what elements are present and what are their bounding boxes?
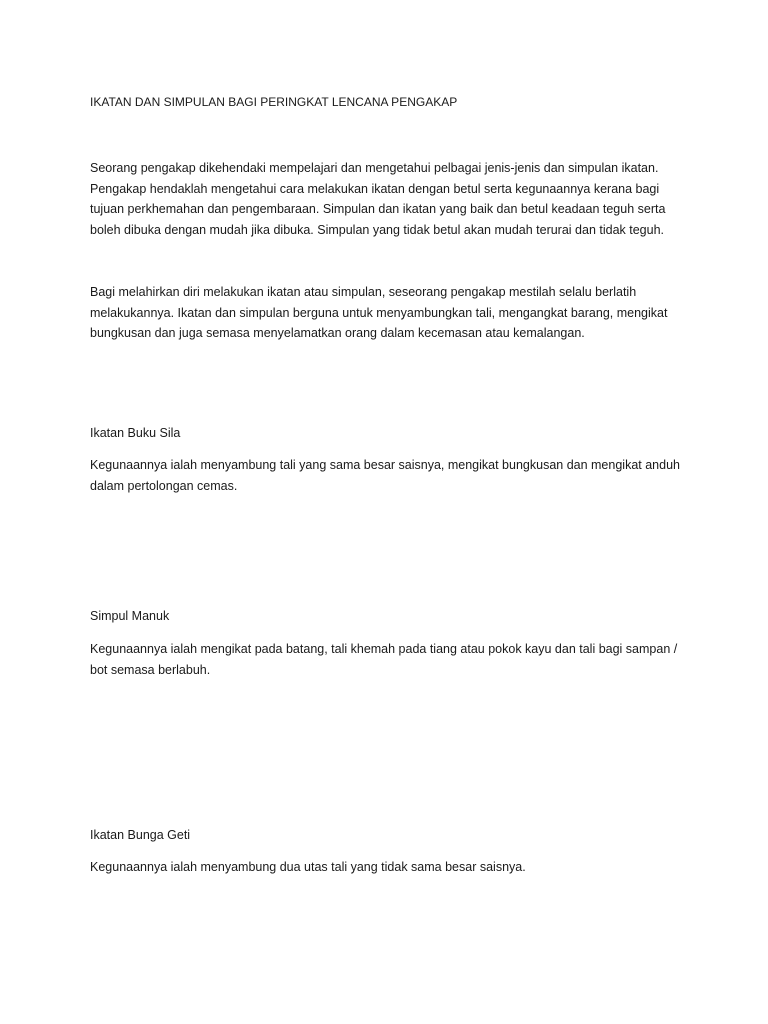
section-body-simpul-manuk: Kegunaannya ialah mengikat pada batang, tali khemah pada tiang atau pokok kayu dan tali bagi sampan / bot semasa berlabuh. (90, 642, 678, 677)
section-heading-simpul-manuk: Simpul Manuk (90, 609, 170, 623)
section-heading-ikatan-buku-sila: Ikatan Buku Sila (90, 426, 181, 440)
section-heading-ikatan-bunga-geti: Ikatan Bunga Geti (90, 828, 191, 842)
intro-paragraph-1: Seorang pengakap dikehendaki mempelajari dan mengetahui pelbagai jenis-jenis dan simpulan ikatan. Pengakap hendaklah mengetahui cara melakukan ikatan dengan betul serta kegunaannya kerana bagi tujuan perkhemahan dan pengembaraan. Simpulan dan ikatan yang baik dan betul keadaan teguh serta boleh dibuka dengan mudah jika dibuka. Simpulan yang tidak betul akan mudah terurai dan tidak teguh. (90, 161, 666, 237)
section-body-ikatan-buku-sila: Kegunaannya ialah menyambung tali yang sama besar saisnya, mengikat bungkusan dan mengikat anduh dalam pertolongan cemas. (90, 458, 680, 493)
intro-paragraph-2: Bagi melahirkan diri melakukan ikatan atau simpulan, seseorang pengakap mestilah selalu berlatih melakukannya. Ikatan dan simpulan berguna untuk menyambungkan tali, mengangkat barang, mengikat bungkusan dan juga semasa menyelamatkan orang dalam kecemasan atau kemalangan. (90, 285, 668, 340)
document-title: IKATAN DAN SIMPULAN BAGI PERINGKAT LENCANA PENGAKAP (90, 95, 458, 109)
section-body-ikatan-bunga-geti: Kegunaannya ialah menyambung dua utas tali yang tidak sama besar saisnya. (90, 860, 526, 874)
